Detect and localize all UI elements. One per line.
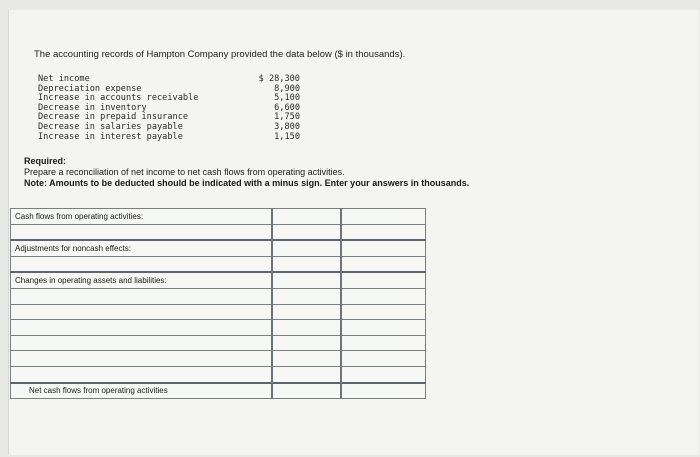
amount-input[interactable] xyxy=(272,272,341,288)
amount-input[interactable] xyxy=(272,288,341,304)
required-instruction: Prepare a reconciliation of net income to net cash flows from operating activities. xyxy=(24,167,345,177)
table-row xyxy=(11,209,426,225)
required-heading: Required: xyxy=(24,156,67,166)
total-input[interactable] xyxy=(341,320,426,336)
total-input[interactable] xyxy=(341,304,426,320)
net-cash-flows-label: Net cash flows from operating activities xyxy=(11,383,273,399)
data-row xyxy=(38,133,300,143)
label-input[interactable] xyxy=(11,335,273,351)
table-row xyxy=(11,256,426,272)
problem-intro: The accounting records of Hampton Company provided the data below ($ in thousands). xyxy=(34,49,406,60)
label-input[interactable] xyxy=(11,224,273,240)
total-input[interactable] xyxy=(341,224,426,240)
data-label: Increase in accounts receivable xyxy=(38,93,199,104)
row-label: Changes in operating assets and liabilities: xyxy=(11,272,273,288)
data-label: Net income xyxy=(38,74,90,84)
net-cash-flows-total-input[interactable] xyxy=(341,383,426,399)
total-input[interactable] xyxy=(341,209,426,225)
data-label: Depreciation expense xyxy=(38,83,142,94)
given-data-table xyxy=(38,75,300,142)
row-label: Cash flows from operating activities: xyxy=(11,209,273,225)
table-row xyxy=(11,288,426,304)
total-input[interactable] xyxy=(341,366,426,382)
total-input[interactable] xyxy=(341,256,426,272)
table-row xyxy=(11,224,426,240)
total-input[interactable] xyxy=(341,335,426,351)
data-value: 8,900 xyxy=(274,83,300,94)
table-row xyxy=(11,240,426,256)
amount-input[interactable] xyxy=(272,304,341,320)
table-row xyxy=(11,366,426,382)
total-input[interactable] xyxy=(341,272,426,288)
data-value: $ 28,300 xyxy=(258,74,300,84)
amount-input[interactable] xyxy=(272,320,341,336)
total-input[interactable] xyxy=(341,288,426,304)
amount-input[interactable] xyxy=(272,351,341,367)
table-row xyxy=(11,272,426,288)
data-label: Increase in interest payable xyxy=(38,131,183,142)
amount-input[interactable] xyxy=(272,383,341,399)
data-value: 1,150 xyxy=(274,131,300,142)
amount-input[interactable] xyxy=(272,209,341,225)
required-section xyxy=(24,156,469,189)
label-input[interactable] xyxy=(11,366,273,382)
data-label: Decrease in salaries payable xyxy=(38,121,183,132)
label-input[interactable] xyxy=(11,320,273,336)
data-value: 6,600 xyxy=(274,102,300,113)
amount-input[interactable] xyxy=(272,224,341,240)
data-value: 1,750 xyxy=(274,112,300,123)
table-row xyxy=(11,320,426,336)
label-input[interactable] xyxy=(11,304,273,320)
amount-input[interactable] xyxy=(272,256,341,272)
data-value: 5,100 xyxy=(274,93,300,104)
table-row xyxy=(11,351,426,367)
data-label: Decrease in prepaid insurance xyxy=(38,112,189,123)
label-input[interactable] xyxy=(11,256,273,272)
reconciliation-table xyxy=(10,208,426,399)
amount-input[interactable] xyxy=(272,335,341,351)
table-row xyxy=(11,304,426,320)
amount-input[interactable] xyxy=(272,240,341,256)
total-input[interactable] xyxy=(341,240,426,256)
table-row xyxy=(11,383,426,399)
label-input[interactable] xyxy=(11,288,273,304)
total-input[interactable] xyxy=(341,351,426,367)
data-value: 3,800 xyxy=(274,121,300,132)
table-row xyxy=(11,335,426,351)
required-note: Note: Amounts to be deducted should be indicated with a minus sign. Enter your answers in thousands. xyxy=(24,178,470,188)
row-label: Adjustments for noncash effects: xyxy=(11,240,273,256)
data-label: Decrease in inventory xyxy=(38,102,147,113)
amount-input[interactable] xyxy=(272,366,341,382)
label-input[interactable] xyxy=(11,351,273,367)
